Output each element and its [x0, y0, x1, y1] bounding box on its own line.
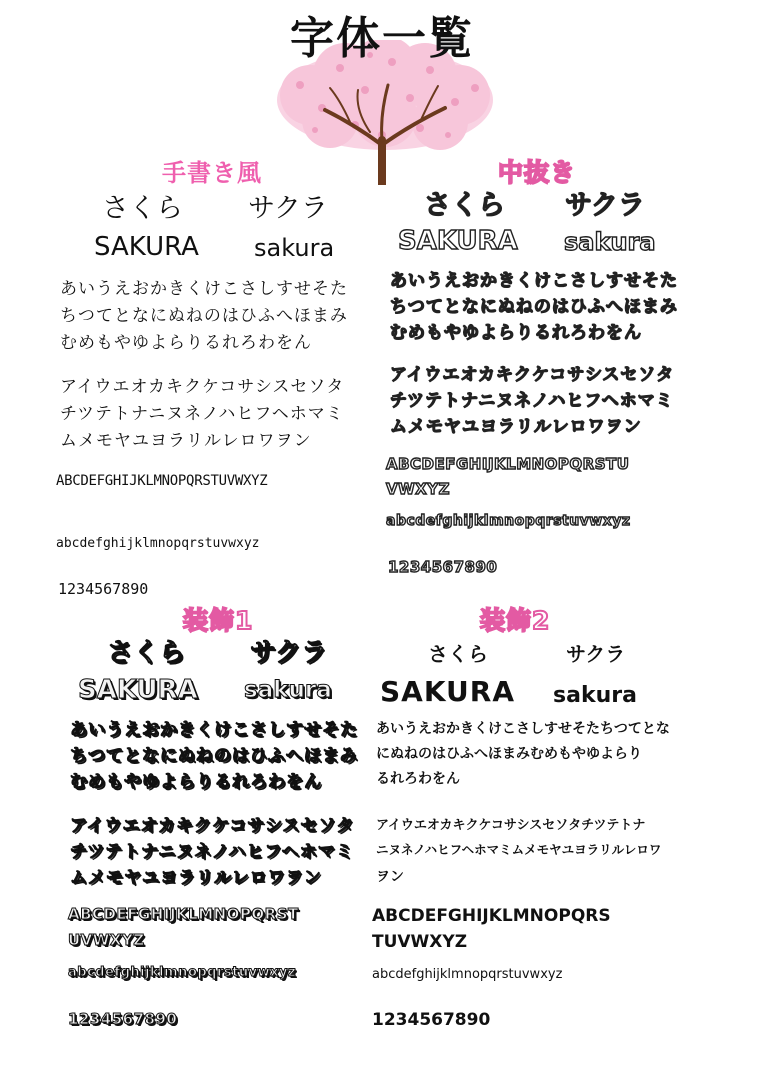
- katakana-line: チツテトナニヌネノハヒフヘホマミ: [60, 404, 344, 424]
- katakana-line: ムメモヤユヨラリルレロワヲン: [60, 431, 312, 451]
- sample-lower: sakura: [254, 234, 335, 262]
- sample-katakana: サクラ: [565, 190, 645, 221]
- hiragana-line: あいうえおかきくけこさしすせそたちつてとな: [376, 721, 670, 737]
- sample-upper: SAKURA: [380, 675, 516, 708]
- sample-hiragana: さくら: [424, 190, 505, 221]
- hiragana-line: あいうえおかきくけこさしすせそた: [70, 720, 358, 740]
- alphabet-upper-line: VWXYZ: [386, 480, 450, 498]
- hiragana-line: むめもやゆよらりるれろわをん: [390, 323, 642, 343]
- digits: 1234567890: [58, 580, 149, 598]
- hiragana-line: あいうえおかきくけこさしすせそた: [390, 271, 678, 291]
- heading-decoration2: 装飾2: [480, 606, 551, 635]
- digits: 1234567890: [372, 1010, 491, 1030]
- katakana-line: チツテトナニヌネノハヒフヘホマミ: [390, 391, 674, 411]
- sample-katakana: サクラ: [250, 638, 327, 668]
- hiragana-line: むめもやゆよらりるれろわをん: [60, 333, 312, 353]
- katakana-line: ヲン: [376, 869, 404, 885]
- sample-lower: sakura: [244, 677, 332, 703]
- hiragana-line: ちつてとなにぬねのはひふへほまみ: [390, 297, 678, 317]
- alphabet-upper-line: ABCDEFGHIJKLMNOPQRST: [68, 905, 299, 923]
- sample-hiragana: さくら: [428, 642, 488, 666]
- alphabet-lower: abcdefghijklmnopqrstuvwxyz: [68, 965, 297, 980]
- hiragana-line: むめもやゆよらりるれろわをん: [70, 772, 322, 792]
- alphabet-upper-line: UVWXYZ: [68, 931, 145, 949]
- hiragana-line: あいうえおかきくけこさしすせそた: [60, 279, 348, 299]
- sample-hiragana: さくら: [107, 638, 186, 668]
- sample-katakana: サクラ: [566, 642, 626, 666]
- hiragana-line: るれろわをん: [376, 771, 460, 787]
- digits: 1234567890: [388, 558, 498, 576]
- heading-handwriting: 手書き風: [162, 159, 262, 187]
- hiragana-line: にぬねのはひふへほまみむめもやゆよらり: [376, 746, 642, 762]
- katakana-line: アイウエオカキクケコサシスセソタチツテトナ: [376, 818, 646, 833]
- katakana-line: チツテトナニヌネノハヒフヘホマミ: [70, 842, 354, 862]
- katakana-line: ニヌネノハヒフヘホマミムメモヤユヨラリルレロワ: [376, 842, 662, 857]
- heading-outline: 中抜き: [498, 158, 577, 187]
- alphabet-lower: abcdefghijklmnopqrstuvwxyz: [386, 513, 631, 529]
- sample-hiragana: さくら: [102, 193, 183, 224]
- alphabet-upper: ABCDEFGHIJKLMNOPQRSTUVWXYZ: [56, 473, 268, 489]
- sample-lower: sakura: [564, 228, 656, 256]
- sample-katakana: サクラ: [248, 193, 328, 224]
- hiragana-line: ちつてとなにぬねのはひふへほまみ: [70, 746, 358, 766]
- hiragana-line: ちつてとなにぬねのはひふへほまみ: [60, 306, 348, 326]
- katakana-line: ムメモヤユヨラリルレロワヲン: [70, 868, 322, 888]
- alphabet-lower: abcdefghijklmnopqrstuvwxyz: [56, 536, 260, 551]
- alphabet-upper-line: ABCDEFGHIJKLMNOPQRS: [372, 906, 611, 926]
- sample-upper: SAKURA: [398, 226, 518, 256]
- page-title: 字体一覧: [290, 13, 474, 64]
- katakana-line: アイウエオカキクケコサシスセソタ: [70, 816, 355, 836]
- heading-decoration1: 装飾1: [183, 606, 254, 635]
- sample-lower: sakura: [553, 683, 637, 708]
- katakana-line: アイウエオカキクケコサシスセソタ: [60, 377, 345, 397]
- katakana-line: ムメモヤユヨラリルレロワヲン: [390, 417, 642, 437]
- sample-upper: SAKURA: [94, 232, 199, 262]
- alphabet-upper-line: ABCDEFGHIJKLMNOPQRSTU: [386, 455, 630, 473]
- sample-upper: SAKURA: [78, 675, 198, 705]
- alphabet-lower: abcdefghijklmnopqrstuvwxyz: [372, 967, 563, 982]
- alphabet-upper-line: TUVWXYZ: [372, 932, 468, 952]
- digits: 1234567890: [68, 1010, 178, 1028]
- katakana-line: アイウエオカキクケコサシスセソタ: [390, 365, 675, 385]
